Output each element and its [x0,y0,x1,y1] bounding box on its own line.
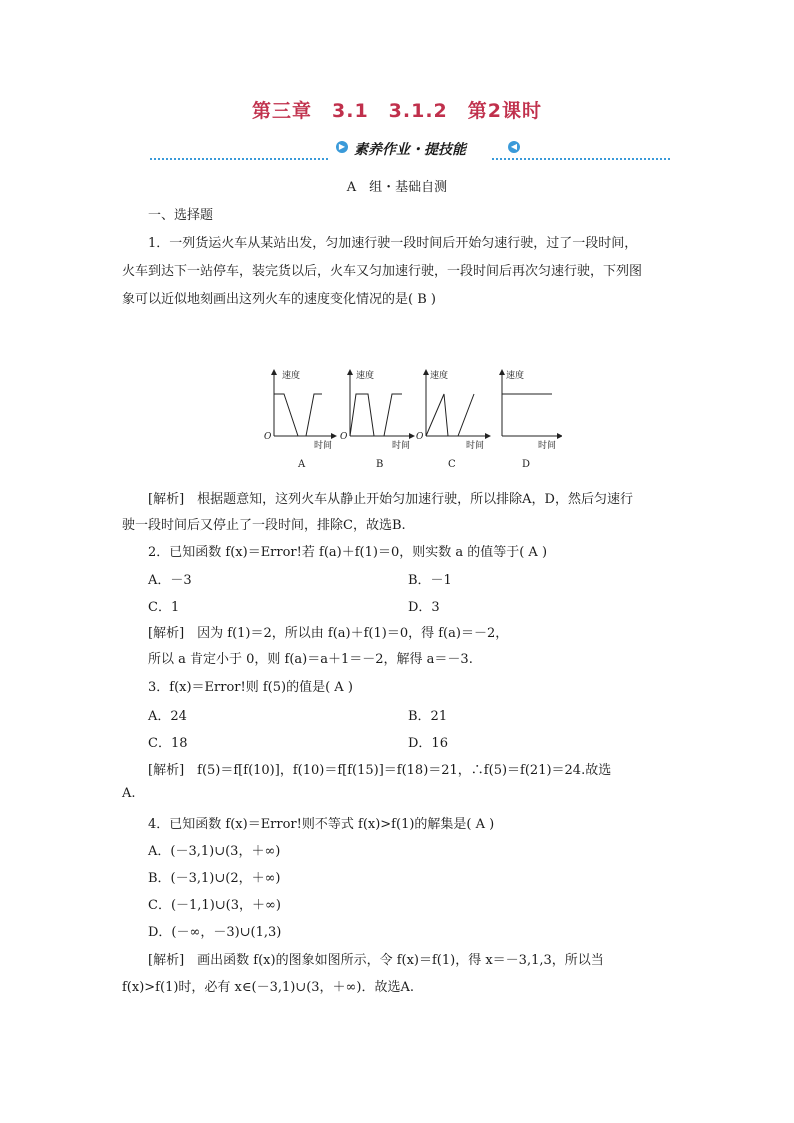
banner-dots-right [492,158,670,160]
q4-stem: 4．已知函数 f(x)＝Error!则不等式 f(x)>f(1)的解集是( A ) [148,817,495,832]
q1-line-1: 1．一列货运火车从某站出发，匀加速行驶一段时间后开始匀速行驶，过了一段时间， [148,236,638,251]
play-left-icon: ◀ [508,141,520,153]
graph-b-ylabel: 速度 [356,371,375,381]
q2-option-b: B．－1 [408,573,452,588]
q3-option-a: A．24 [148,709,187,724]
graph-a-ylabel: 速度 [282,371,301,381]
q2-option-a: A．－3 [148,573,192,588]
q2-option-c: C．1 [148,600,180,615]
q4-option-c: C．(－1,1)∪(3，＋∞) [148,898,281,913]
graph-c-ylabel: 速度 [430,371,449,381]
graph-c-xlabel: 时间 [466,441,485,451]
q3-option-c: C．18 [148,736,188,751]
q3-analysis-2: A. [122,786,136,801]
q2-stem: 2．已知函数 f(x)＝Error!若 f(a)＋f(1)＝0，则实数 a 的值等于( A ) [148,545,548,560]
graph-b-label: B [376,459,384,470]
section-heading: 一、选择题 [148,208,214,223]
group-heading: A 组・基础自测 [346,180,448,195]
play-right-icon: ▶ [336,141,348,153]
graph-b-curve [350,394,402,436]
graph-a-xlabel: 时间 [314,441,333,451]
q4-analysis-2: f(x)>f(1)时，必有 x∈(－3,1)∪(3，＋∞)．故选A. [122,980,414,995]
graph-c-curve [426,394,474,436]
banner-label: 素养作业・提技能 [354,142,466,158]
graph-a-origin: O [264,432,272,442]
speed-time-figures [262,364,562,474]
graph-c-origin: O [416,432,424,442]
q2-analysis-1: [解析] 因为 f(1)＝2，所以由 f(a)＋f(1)＝0，得 f(a)＝－2， [148,626,509,641]
page-title: 第三章 3.1 3.1.2 第2课时 [252,100,542,122]
graph-d-ylabel: 速度 [506,371,525,381]
q3-option-d: D．16 [408,736,448,751]
q3-stem: 3．f(x)＝Error!则 f(5)的值是( A ) [148,680,353,695]
q2-analysis-2: 所以 a 肯定小于 0，则 f(a)＝a＋1＝－2，解得 a＝－3. [148,652,473,667]
q1-analysis-2: 驶一段时间后又停止了一段时间，排除C，故选B. [122,518,406,533]
graph-d-label: D [522,459,531,470]
q1-line-2: 火车到达下一站停车，装完货以后，火车又匀加速行驶，一段时间后再次匀速行驶，下列图 [122,264,643,279]
q4-option-d: D．(－∞，－3)∪(1,3) [148,925,282,940]
section-banner [150,138,670,160]
graph-a-label: A [298,459,306,470]
graph-d-xlabel: 时间 [538,441,557,451]
graph-b-origin: O [340,432,348,442]
q4-option-b: B．(－3,1)∪(2，＋∞) [148,871,281,886]
q1-line-3: 象可以近似地刻画出这列火车的速度变化情况的是( B ) [122,292,436,307]
q2-option-d: D．3 [408,600,440,615]
q4-analysis-1: [解析] 画出函数 f(x)的图象如图所示，令 f(x)＝f(1)，得 x＝－3,1,3，所以当 [148,953,604,968]
q4-option-a: A．(－3,1)∪(3，＋∞) [148,844,281,859]
q3-option-b: B．21 [408,709,448,724]
banner-dots-left [150,158,328,160]
graph-c-label: C [448,459,456,470]
graph-a-curve [274,394,322,436]
q3-analysis-1: [解析] f(5)＝f[f(10)]，f(10)＝f[f(15)]＝f(18)＝21，∴f(5)＝f(21)＝24.故选 [148,763,612,778]
graph-b-xlabel: 时间 [392,441,411,451]
q1-analysis-1: [解析] 根据题意知，这列火车从静止开始匀加速行驶，所以排除A，D，然后匀速行 [148,492,633,507]
